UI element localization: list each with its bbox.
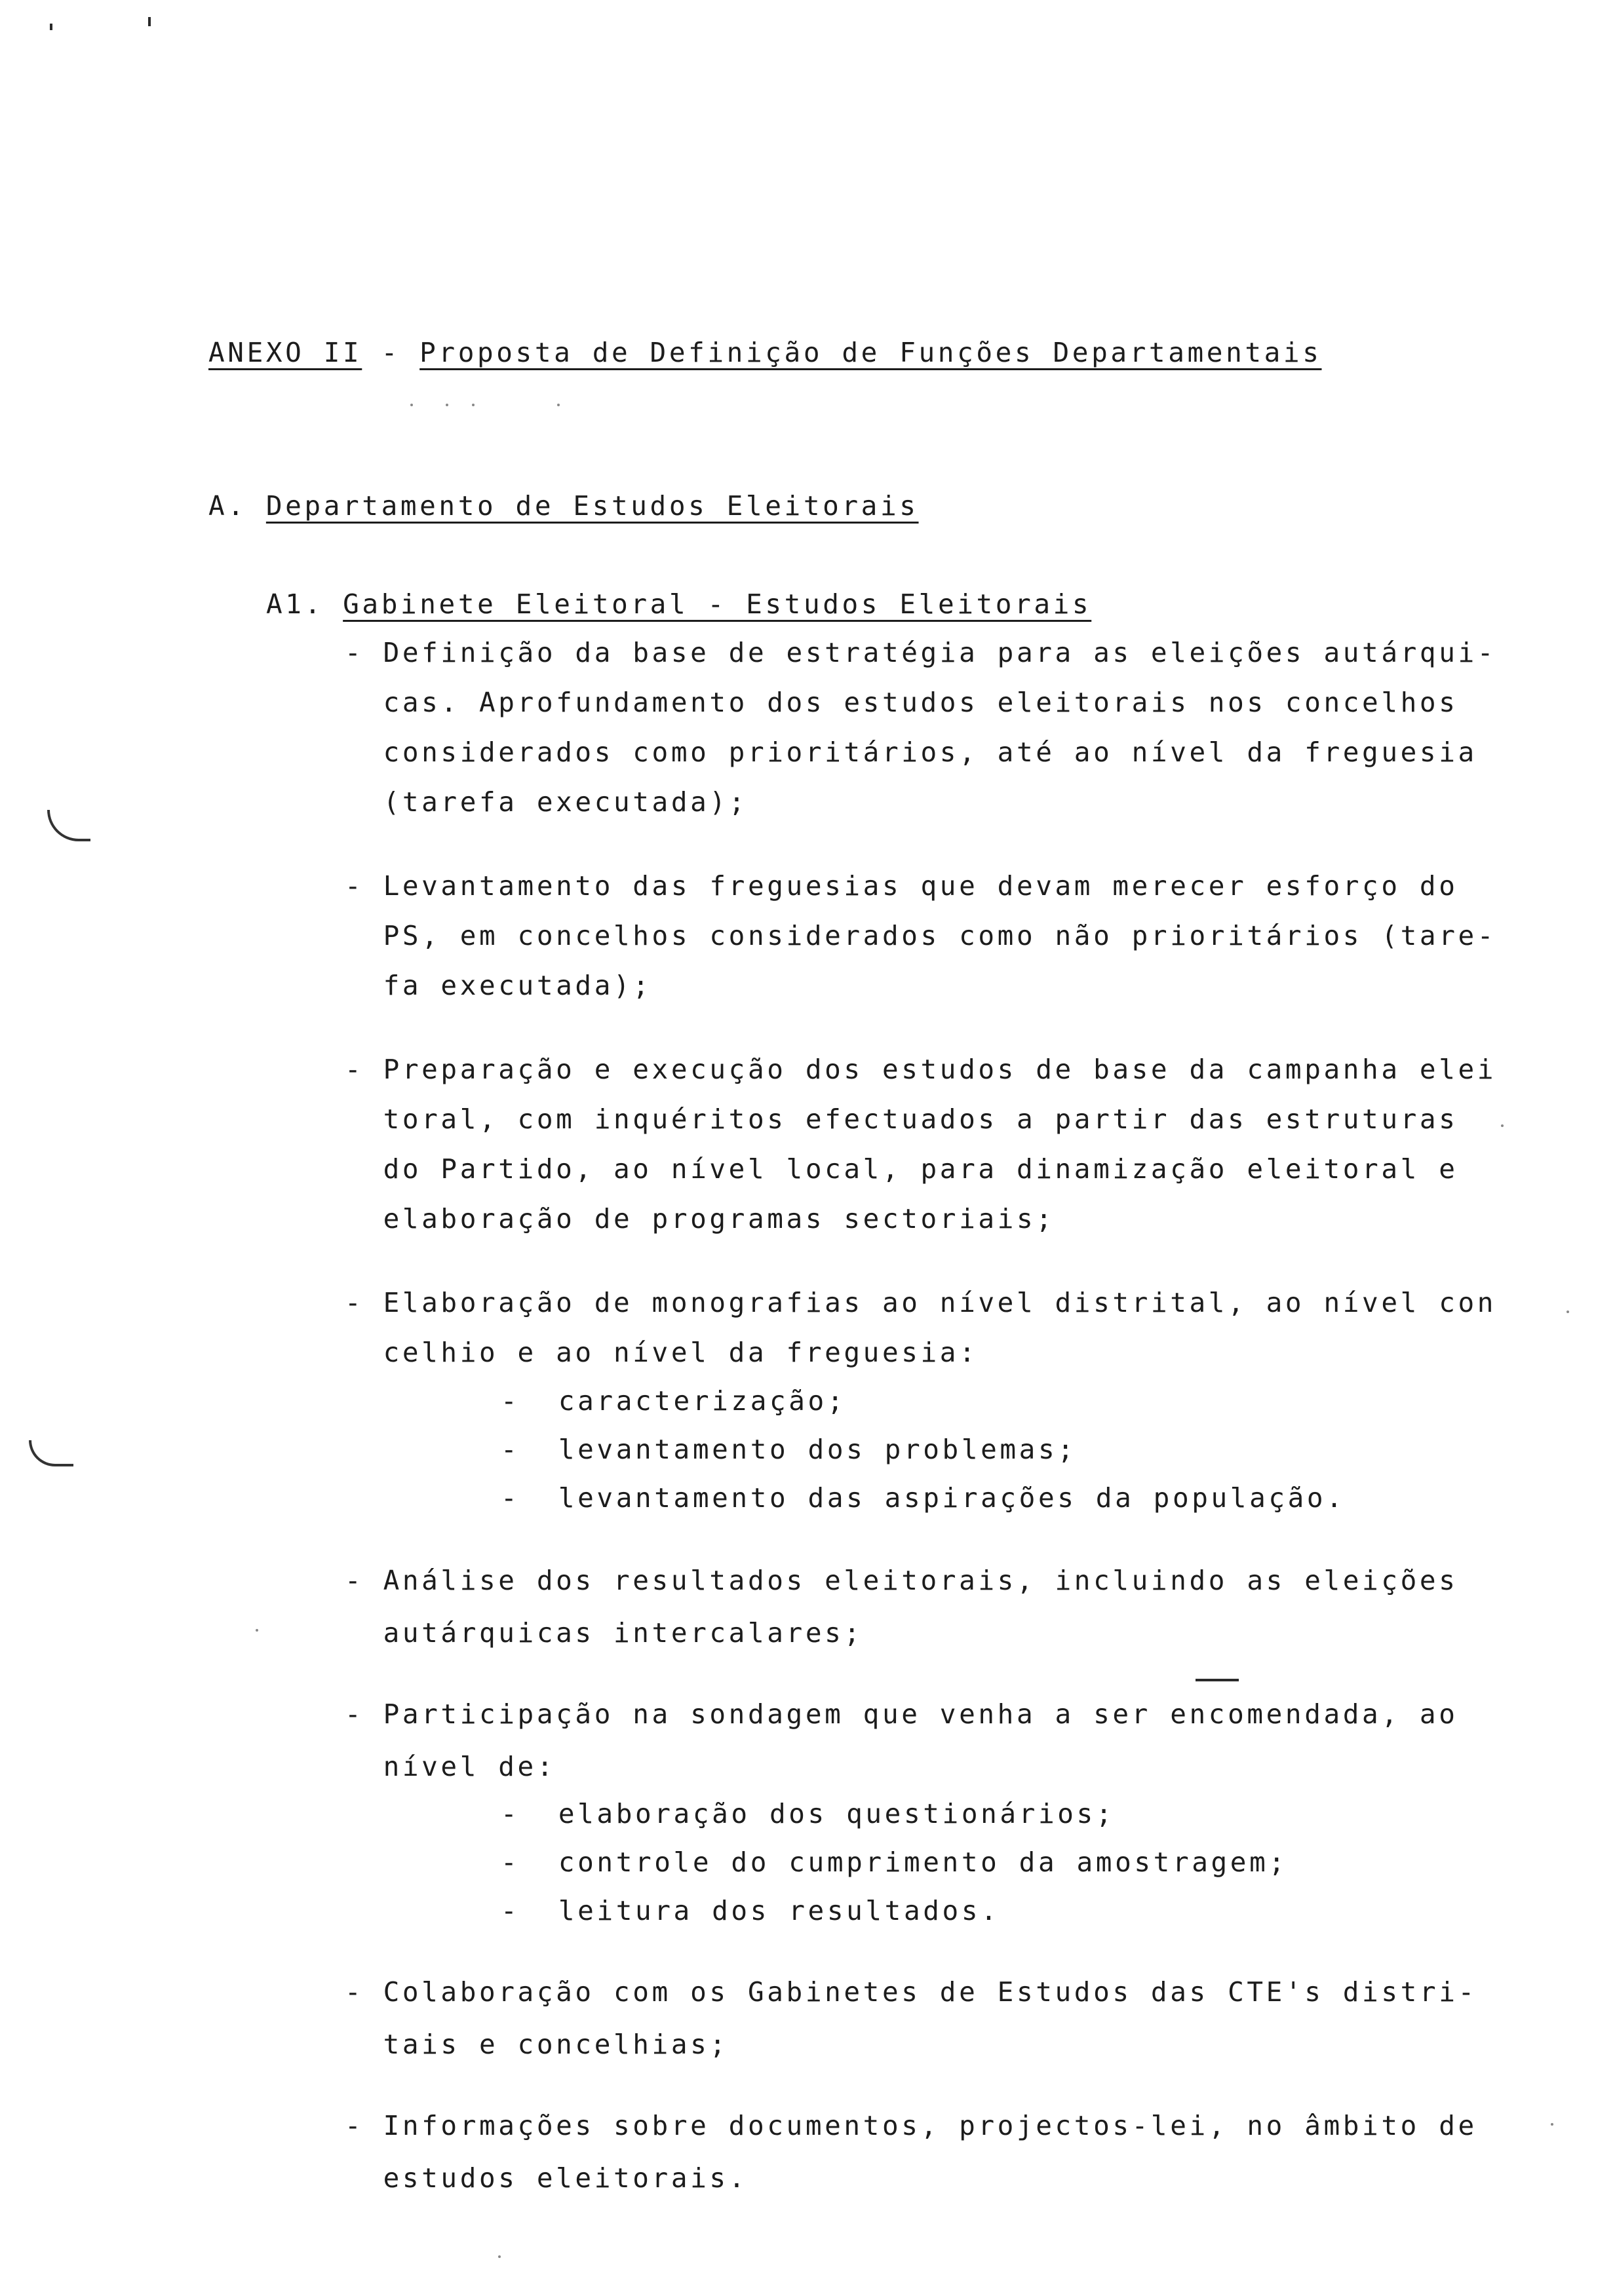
- annex-heading: Proposta de Definição de Funções Departamentais: [419, 337, 1322, 368]
- scan-speck: [446, 404, 448, 406]
- scan-speck: [472, 404, 475, 406]
- section-prefix: A.: [208, 490, 266, 522]
- subsection-title: Gabinete Eleitoral - Estudos Eleitorais: [343, 588, 1092, 620]
- sub-item: - levantamento dos problemas;: [501, 1434, 1077, 1465]
- item-line: celhio e ao nível da freguesia:: [345, 1337, 979, 1368]
- item-line: (tarefa executada);: [345, 786, 748, 818]
- item-line: - Colaboração com os Gabinetes de Estudos das CTE's distri-: [345, 1976, 1477, 2008]
- item-line: - Elaboração de monografias ao nível distrital, ao nível con: [345, 1287, 1497, 1318]
- item-line: - Levantamento das freguesias que devam merecer esforço do: [345, 870, 1458, 902]
- item-line: fa executada);: [345, 970, 652, 1001]
- item-line: PS, em concelhos considerados como não prioritários (tare-: [345, 920, 1497, 951]
- punch-hole-mark: [47, 810, 90, 841]
- item-line: - Preparação e execução dos estudos de base da campanha elei: [345, 1054, 1497, 1085]
- sub-item: - levantamento das aspirações da população.: [501, 1482, 1346, 1514]
- item-line: - Definição da base de estratégia para as eleições autárqui-: [345, 637, 1497, 668]
- item-line: estudos eleitorais.: [345, 2162, 748, 2194]
- title-separator: -: [362, 337, 420, 368]
- item-line: - Análise dos resultados eleitorais, incluindo as eleições: [345, 1565, 1458, 1596]
- item-line: autárquicas intercalares;: [345, 1617, 863, 1649]
- scan-speck: [1566, 1311, 1569, 1313]
- scan-speck: [1551, 2123, 1553, 2126]
- subsection-prefix: A1.: [266, 588, 343, 620]
- scan-speck: [410, 404, 413, 406]
- item-line: - Participação na sondagem que venha a ser encomendada, ao: [345, 1698, 1458, 1730]
- sub-item: - leitura dos resultados.: [501, 1895, 1000, 1926]
- item-line: - Informações sobre documentos, projectos-lei, no âmbito de: [345, 2110, 1477, 2141]
- scan-stroke: [1196, 1679, 1239, 1681]
- item-line: do Partido, ao nível local, para dinamização eleitoral e: [345, 1153, 1458, 1185]
- item-line: considerados como prioritários, até ao nível da freguesia: [345, 737, 1477, 768]
- scan-speck: [256, 1629, 258, 1632]
- annex-label: ANEXO II: [208, 337, 362, 368]
- section-heading: [208, 489, 919, 523]
- scan-speck: [557, 404, 560, 406]
- annex-title: [208, 335, 1322, 370]
- item-line: nível de:: [345, 1751, 556, 1782]
- item-line: cas. Aprofundamento dos estudos eleitorais nos concelhos: [345, 687, 1458, 718]
- sub-item: - elaboração dos questionários;: [501, 1798, 1116, 1829]
- scan-speck: [1501, 1124, 1504, 1127]
- scan-speck: [50, 24, 52, 30]
- item-line: toral, com inquéritos efectuados a partir das estruturas: [345, 1103, 1458, 1135]
- sub-item: - controle do cumprimento da amostragem;: [501, 1846, 1288, 1878]
- scan-speck: [148, 17, 151, 26]
- section-title: Departamento de Estudos Eleitorais: [265, 490, 919, 522]
- scan-speck: [498, 2255, 501, 2258]
- item-line: tais e concelhias;: [345, 2029, 729, 2060]
- subsection-heading: [266, 587, 1091, 621]
- punch-hole-mark: [29, 1440, 73, 1466]
- item-line: elaboração de programas sectoriais;: [345, 1203, 1055, 1234]
- sub-item: - caracterização;: [501, 1385, 847, 1417]
